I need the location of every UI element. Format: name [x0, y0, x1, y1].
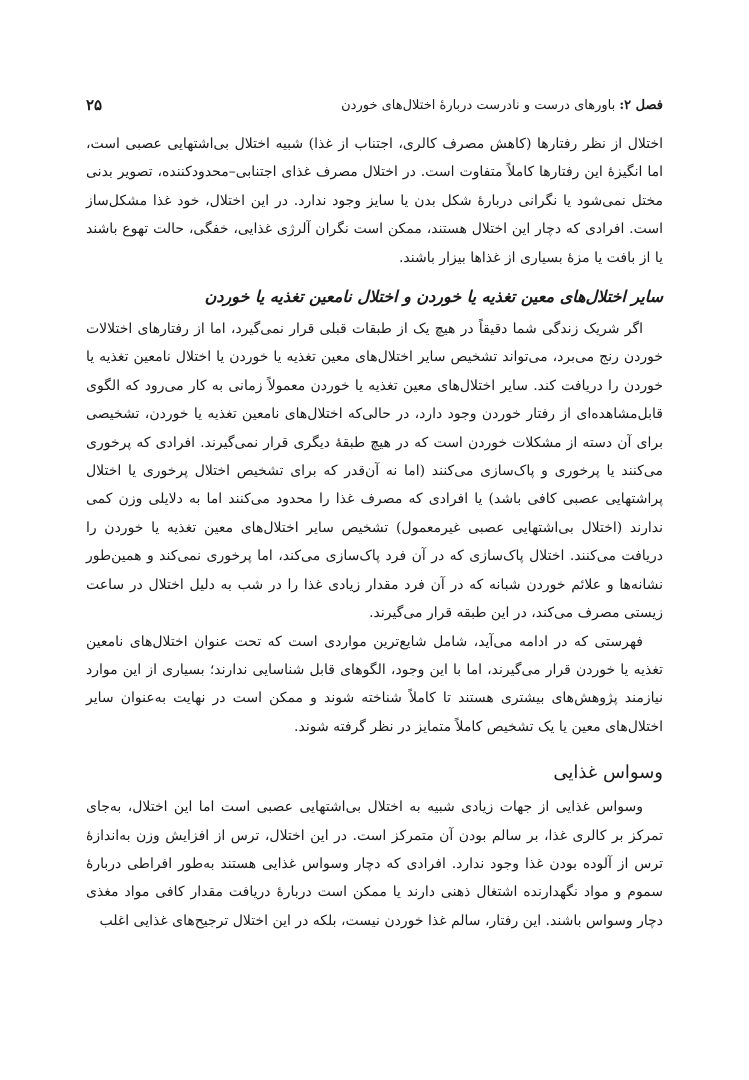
subsection-heading: وسواس غذایی [553, 762, 663, 784]
page-number: ۲۵ [86, 96, 103, 114]
chapter-heading [341, 98, 663, 113]
body-text [86, 130, 663, 935]
running-head [86, 92, 663, 118]
chapter-title: باورهای درست و نادرست دربارهٔ اختلال‌های خوردن [341, 97, 620, 113]
section-heading: سایر اختلال‌های معین تغذیه یا خوردن و اختلال نامعین تغذیه یا خوردن [204, 287, 663, 307]
paragraph: فهرستی که در ادامه می‌آید، شامل شایع‌ترین مواردی است که تحت عنوان اختلال‌های نامعین تغذیه یا خوردن قرار می‌گیرند، اما با این وجود، الگوهای قابل شناسایی ندارند؛ بسیاری از این موارد نیازمند پژوهش‌های بیشتری هستند تا کاملاً شناخته شوند و ممکن است در نهایت به‌عنوان سایر اختلال‌های معین یا یک تشخیص کاملاً متمایز در نظر گرفته شوند. [86, 633, 663, 735]
paragraph: وسواس غذایی از جهات زیادی شبیه به اختلال بی‌اشتهایی عصبی است اما این اختلال، به‌جای تمرکز بر کالری غذا، بر سالم بودن آن متمرکز است. در این اختلال، ترس از افزایش وزن به‌اندازهٔ ترس از آلوده بودن غذا وجود ندارد. افرادی که دچار وسواس غذایی هستند به‌طور افراطی دربارهٔ سموم و مواد نگهدارنده اشتغال ذهنی دارند یا ممکن است دربارهٔ دریافت مقدار کافی مواد مغذی دچار وسواس باشند. این رفتار، سالم غذا خوردن نیست، بلکه در این اختلال ترجیح‌های غذایی اغلب [86, 799, 663, 929]
chapter-label: فصل ۲: [619, 97, 663, 113]
paragraph: اختلال از نظر رفتارها (کاهش مصرف کالری، اجتناب از غذا) شبیه اختلال بی‌اشتهایی عصبی است، اما انگیزهٔ این رفتارها کاملاً متفاوت است. در اختلال مصرف غذای اجتنابی–محدودکننده، تصویر بدنی مختل نمی‌شود یا نگرانی دربارهٔ شکل بدن یا سایز وجود ندارد. در این اختلال، خود غذا مشکل‌ساز است. افرادی که دچار این اختلال هستند، ممکن است نگران آلرژی غذایی، خفگی، حالت تهوع باشند یا از بافت یا مزهٔ بسیاری از غذاها بیزار باشند. [86, 136, 663, 266]
paragraph: اگر شریک زندگی شما دقیقاً در هیچ یک از طبقات قبلی قرار نمی‌گیرد، اما از رفتارهای اختلالات خوردن رنج می‌برد، می‌تواند تشخیص سایر اختلال‌های معین تغذیه یا خوردن یا اختلال نامعین تغذیه یا خوردن را دریافت کند. سایر اختلال‌های معین تغذیه یا خوردن معمولاً زمانی به کار می‌رود که الگوی قابل‌مشاهده‌ای از رفتار خوردن وجود دارد، در حالی‌که اختلال‌های نامعین تغذیه یا خوردن، تشخیصی برای آن دسته از مشکلات خوردن است که در هیچ طبقهٔ دیگری قرار نمی‌گیرند. افرادی که پرخوری می‌کنند یا پرخوری و پاک‌سازی می‌کنند (اما نه آن‌قدر که برای تشخیص اختلال پرخوری یا اختلال پراشتهایی عصبی کافی باشد) یا افرادی که مصرف غذا را محدود می‌کنند اما به دلایلی وزن کمی ندارند (اختلال بی‌اشتهایی عصبی غیرمعمول) تشخیص سایر اختلال‌های معین تغذیه یا خوردن را دریافت می‌کنند. اختلال پاک‌سازی که در آن فرد پاک‌سازی می‌کند، اما پرخوری نمی‌کند و همین‌طور نشانه‌ها و علائم خوردن شبانه که در آن فرد مقدار زیادی غذا را در شب به دلیل اختلال در ساعت زیستی مصرف می‌کند، در این طبقه قرار می‌گیرند. [86, 321, 664, 622]
